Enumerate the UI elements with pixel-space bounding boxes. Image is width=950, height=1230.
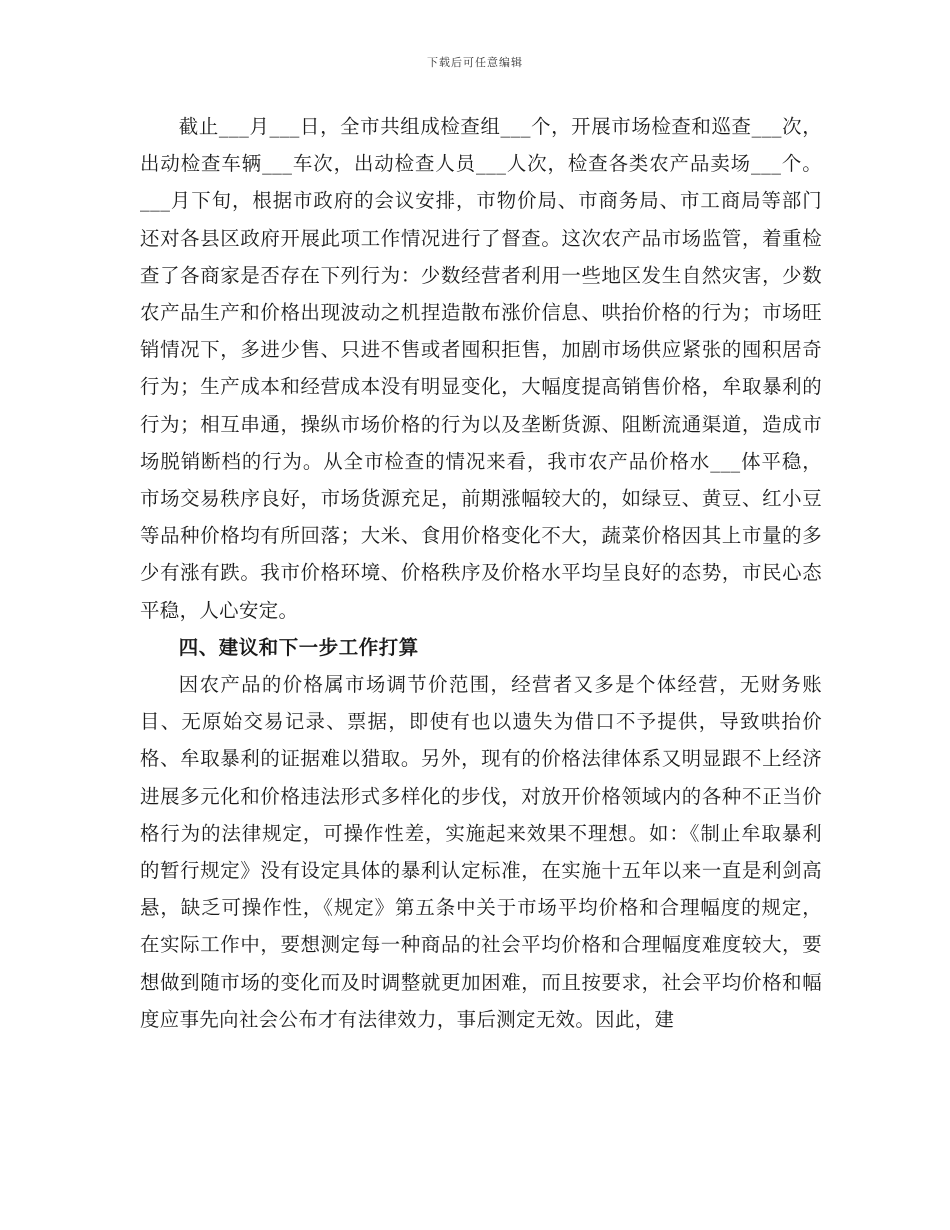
- body-paragraph-market-inspection: 截止___月___日，全市共组成检查组___个，开展市场检查和巡查___次，出动检查车辆___车次，出动检查人员___人次，检查各类农产品卖场___个。___月下旬，根据市政府的会议安排，市物价局、市商务局、市工商局等部门还对各县区政府开展此项工作情况进行了督查。这次农产品市场监管，着重检查了各商家是否存在下列行为：少数经营者利用一些地区发生自然灾害，少数农产品生产和价格出现波动之机捏造散布涨价信息、哄抬价格的行为；市场旺销情况下，多进少售、只进不售或者囤积拒售，加剧市场供应紧张的囤积居奇行为；生产成本和经营成本没有明显变化，大幅度提高销售价格，牟取暴利的行为；相互串通，操纵市场价格的行为以及垄断货源、阻断流通渠道，造成市场脱销断档的行为。从全市检查的情况来看，我市农产品价格水___体平稳，市场交易秩序良好，市场货源充足，前期涨幅较大的，如绿豆、黄豆、红小豆等品种价格均有所回落；大米、食用价格变化不大，蔬菜价格因其上市量的多少有涨有跌。我市价格环境、价格秩序及价格水平均呈良好的态势，市民心态平稳，人心安定。: [140, 115, 822, 622]
- section-heading: 四、建议和下一步工作打算: [178, 635, 419, 659]
- page-header-note: 下载后可任意编辑: [427, 56, 523, 69]
- body-paragraph-suggestions: 因农产品的价格属市场调节价范围，经营者又多是个体经营，无财务账目、无原始交易记录、票据，即使有也以遗失为借口不予提供，导致哄抬价格、牟取暴利的证据难以猎取。另外，现有的价格法律体系又明显跟不上经济进展多元化和价格违法形式多样化的步伐，对放开价格领域内的各种不正当价格行为的法律规定，可操作性差，实施起来效果不理想。如：《制止牟取暴利的暂行规定》没有设定具体的暴利认定标准，在实施十五年以来一直是利剑高悬，缺乏可操作性，《规定》第五条中关于市场平均价格和合理幅度的规定，在实际工作中，要想测定每一种商品的社会平均价格和合理幅度难度较大，要想做到随市场的变化而及时调整就更加困难，而且按要求，社会平均价格和幅度应事先向社会公布才有法律效力，事后测定无效。因此，建: [140, 673, 822, 1031]
- document-body: [140, 108, 822, 1038]
